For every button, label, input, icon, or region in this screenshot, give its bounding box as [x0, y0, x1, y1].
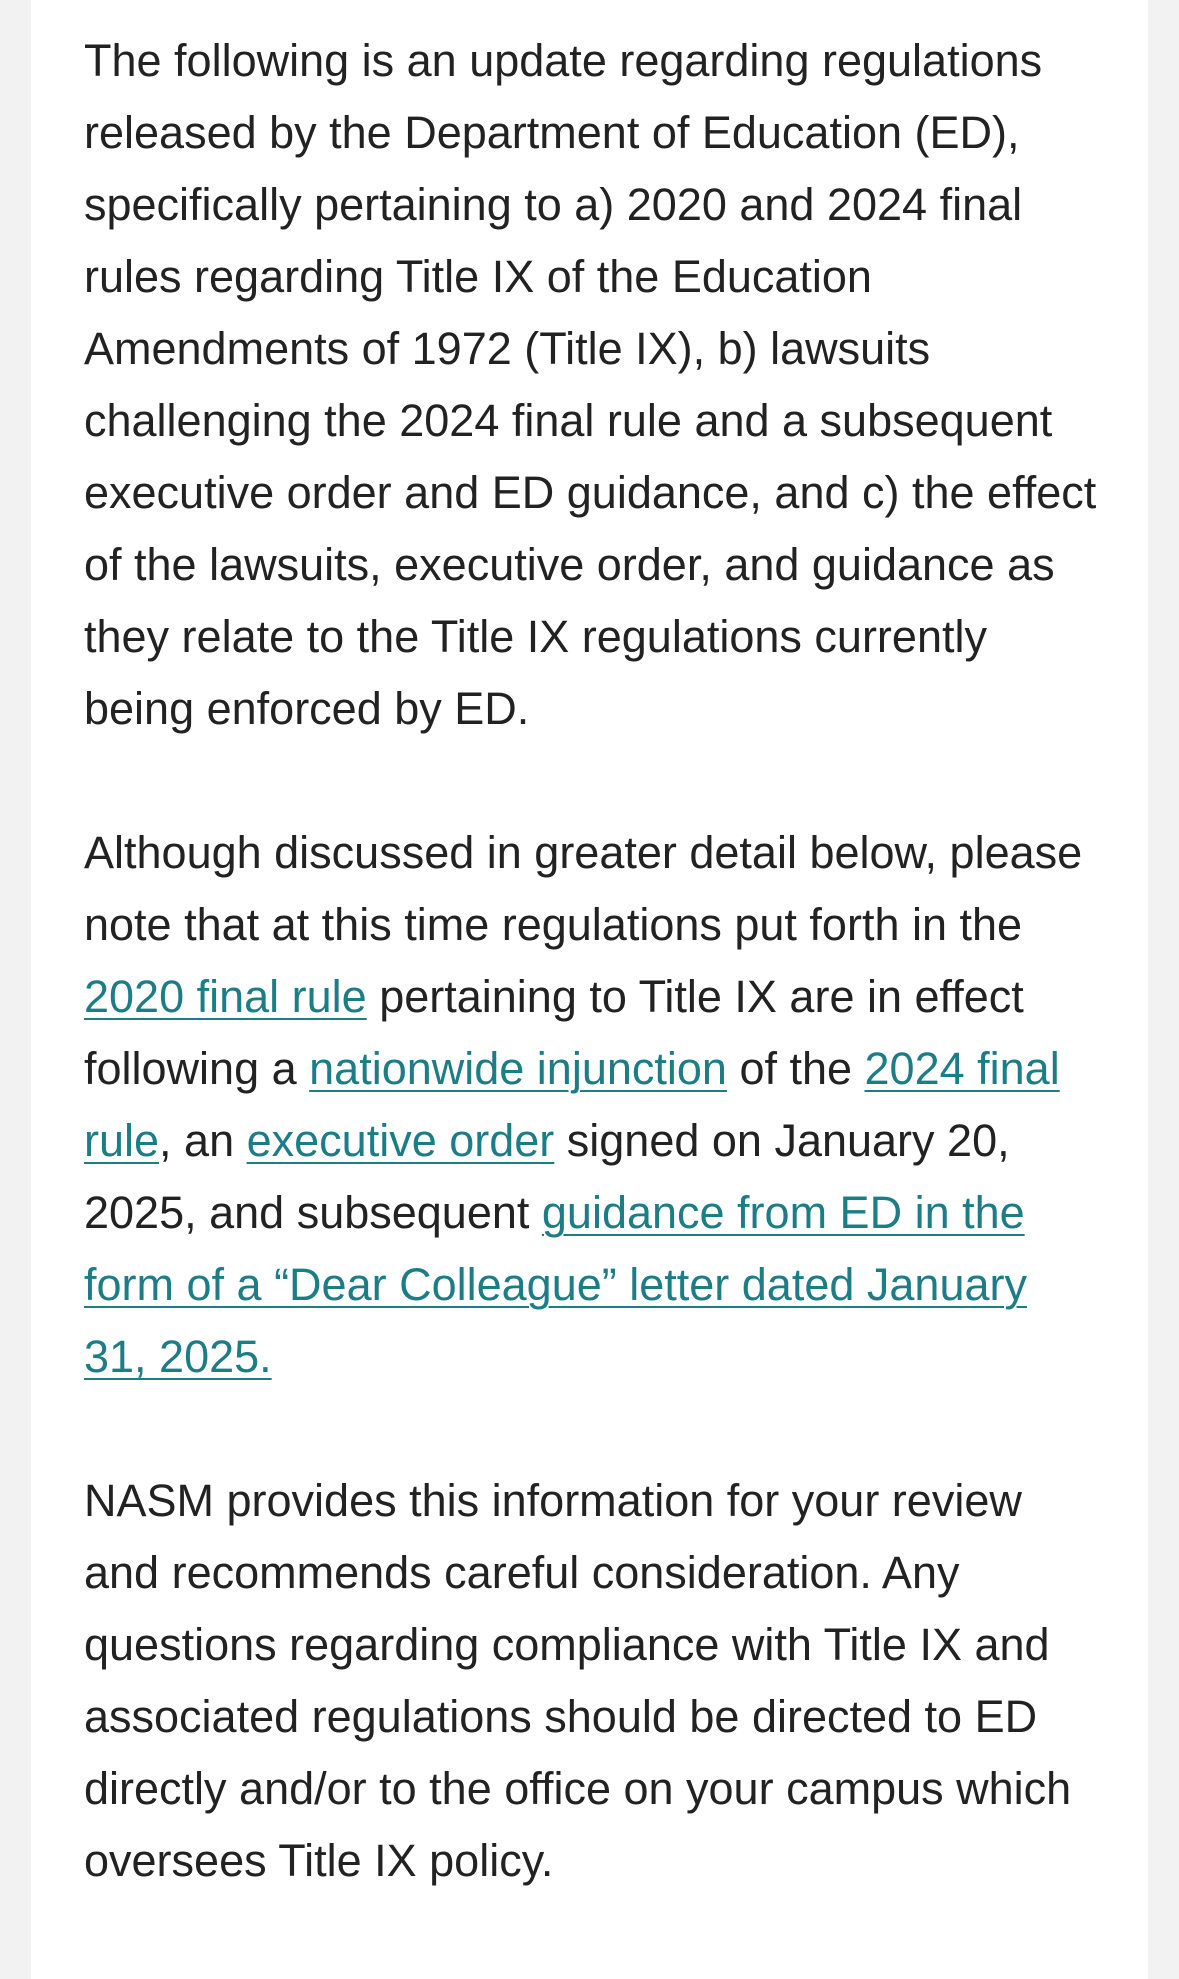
paragraph-text: signed on January 20, 2025, and subsequent	[84, 1115, 1010, 1238]
paragraph-text: pertaining to Title IX are in effect following a	[84, 971, 1024, 1094]
link-2020-final-rule[interactable]: 2020 final rule	[84, 971, 367, 1022]
paragraph-current-status	[84, 817, 1098, 1393]
paragraph-text: Although discussed in greater detail below, please note that at this time regulations put forth in the	[84, 827, 1083, 950]
link-executive-order[interactable]: executive order	[246, 1115, 555, 1166]
paragraph-update-intro: The following is an update regarding regulations released by the Department of Education (ED), specifically pertaining to a) 2020 and 2024 final rules regarding Title IX of the Education Amendments of 1972 (Title IX), b) lawsuits challenging the 2024 final rule and a subsequent executive order and ED guidance, and c) the effect of the lawsuits, executive order, and guidance as they relate to the Title IX regulations currently being enforced by ED.	[84, 35, 1097, 734]
link-2024-final-rule[interactable]: 2024 final rule	[84, 1043, 1060, 1166]
paragraph-text: , an	[159, 1115, 247, 1166]
link-nationwide-injunction[interactable]: nationwide injunction	[309, 1043, 727, 1094]
paragraph-nasm-recommendation: NASM provides this information for your review and recommends careful consideration. Any questions regarding compliance with Title IX and associated regulations should be directed to ED directly and/or to the office on your campus which oversees Title IX policy.	[84, 1475, 1072, 1886]
article-body	[31, 0, 1148, 1979]
paragraph-text: of the	[726, 1043, 865, 1094]
link-dear-colleague-guidance[interactable]: guidance from ED in the form of a “Dear Colleague” letter dated January 31, 2025.	[84, 1187, 1027, 1382]
